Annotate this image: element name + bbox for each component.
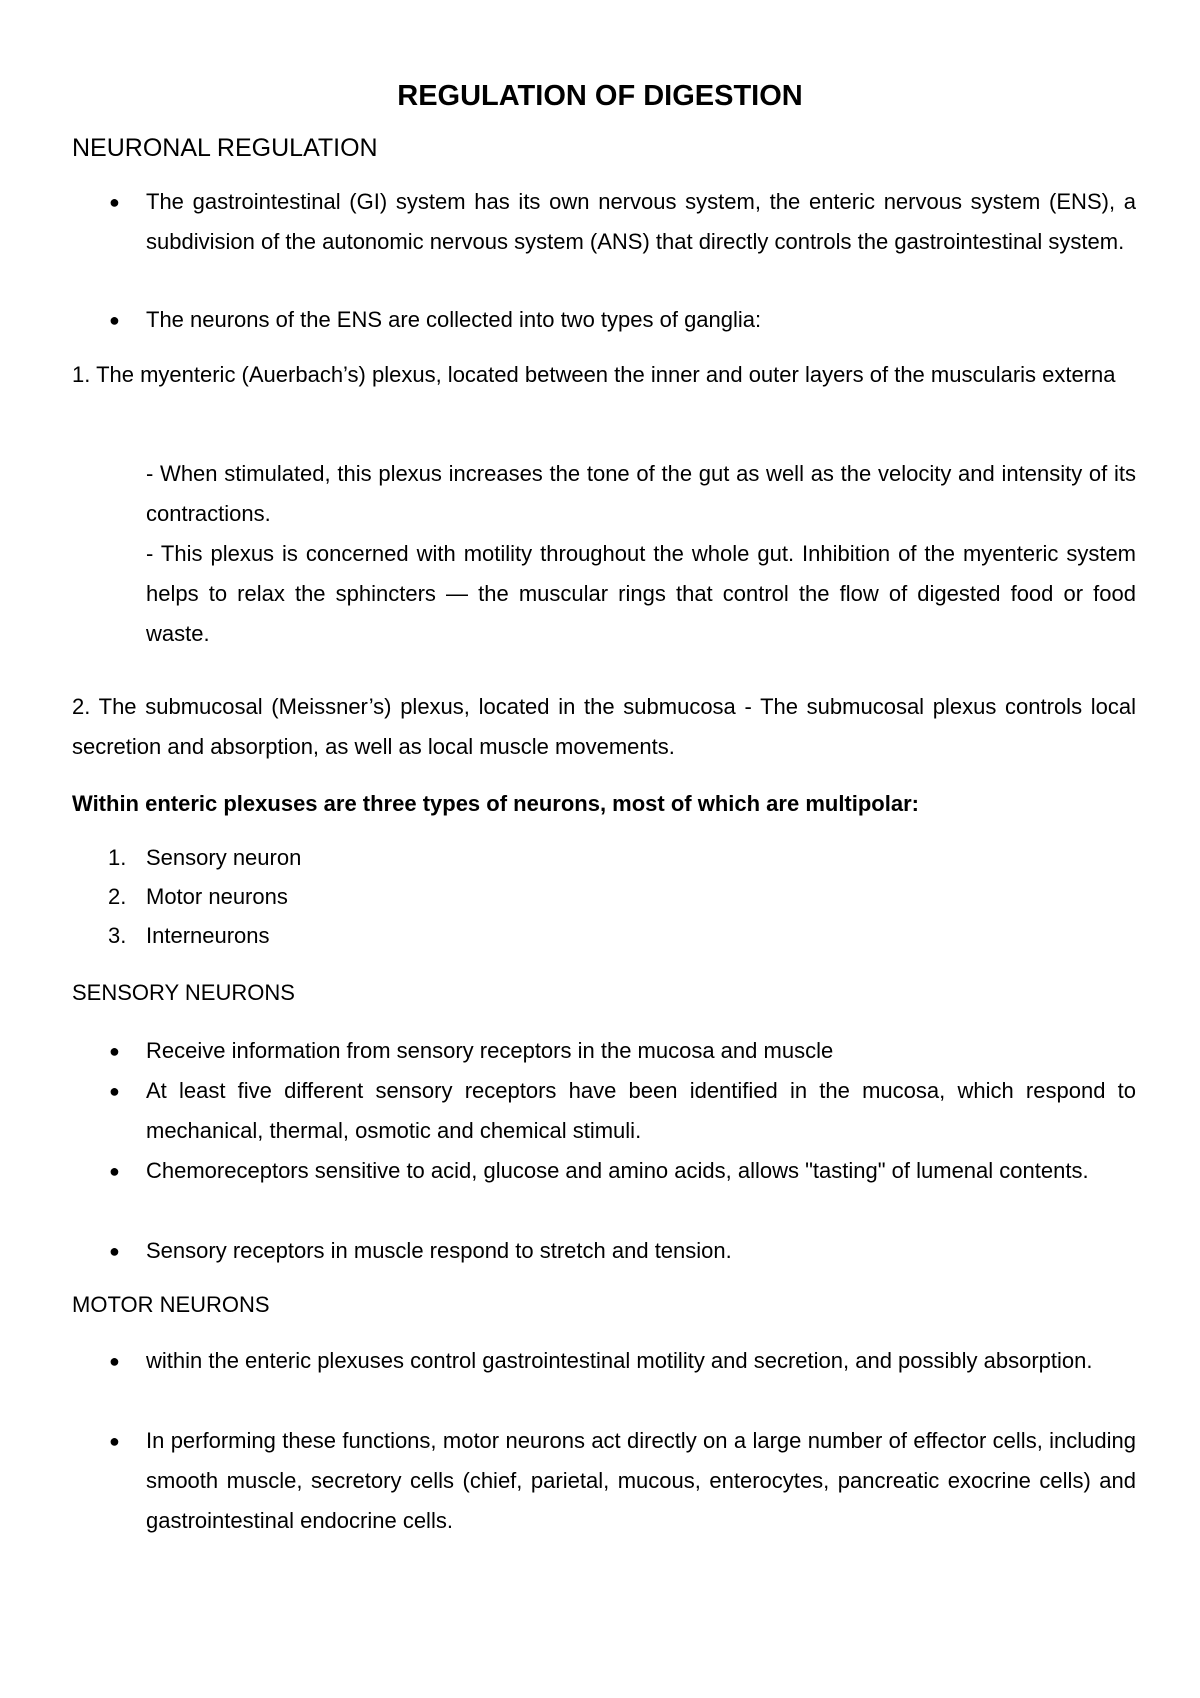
list-item-label: Motor neurons: [146, 884, 288, 909]
bullet-icon: ●: [109, 192, 120, 212]
neuron-types-intro: Within enteric plexuses are three types of neurons, most of which are multipolar:: [72, 791, 919, 816]
list-number: 2.: [108, 884, 127, 909]
list-item-label: Interneurons: [146, 923, 270, 948]
section-heading-neuronal-regulation: NEURONAL REGULATION: [72, 134, 378, 162]
bullet-icon: ●: [109, 1161, 120, 1181]
plexus-myenteric-detail: - This plexus is concerned with motility throughout the whole gut. Inhibition of the myenteric system helps to relax the sphincters — the muscular rings that control the flow of digested food or food waste.: [146, 541, 1136, 646]
bullet-text: The gastrointestinal (GI) system has its own nervous system, the enteric nervous system (ENS), a subdivision of the autonomic nervous system (ANS) that directly controls the gastrointestinal system.: [146, 189, 1136, 254]
bullet-icon: ●: [109, 1431, 120, 1451]
bullet-text: within the enteric plexuses control gastrointestinal motility and secretion, and possibly absorption.: [146, 1348, 1093, 1373]
list-item-label: Sensory neuron: [146, 845, 302, 870]
bullet-text: At least five different sensory receptors have been identified in the mucosa, which respond to mechanical, thermal, osmotic and chemical stimuli.: [146, 1078, 1136, 1143]
bullet-icon: ●: [109, 1351, 120, 1371]
bullet-text: Receive information from sensory receptors in the mucosa and muscle: [146, 1038, 834, 1063]
bullet-icon: ●: [109, 310, 120, 330]
bullet-text: Sensory receptors in muscle respond to stretch and tension.: [146, 1238, 732, 1263]
bullet-text: The neurons of the ENS are collected into two types of ganglia:: [146, 307, 762, 332]
list-number: 1.: [108, 845, 127, 870]
document-title: REGULATION OF DIGESTION: [397, 80, 803, 112]
list-number: 3.: [108, 923, 127, 948]
bullet-text: Chemoreceptors sensitive to acid, glucose and amino acids, allows "tasting" of lumenal contents.: [146, 1158, 1089, 1183]
bullet-text: In performing these functions, motor neurons act directly on a large number of effector cells, including smooth muscle, secretory cells (chief, parietal, mucous, enterocytes, pancreatic exocrine cells) and gastrointestinal endocrine cells.: [146, 1428, 1136, 1533]
bullet-icon: ●: [109, 1041, 120, 1061]
plexus-myenteric-detail: - When stimulated, this plexus increases the tone of the gut as well as the velocity and intensity of its contractions.: [146, 461, 1136, 526]
plexus-myenteric-paragraph: 1. The myenteric (Auerbach’s) plexus, located between the inner and outer layers of the muscularis externa: [72, 362, 1116, 387]
bullet-icon: ●: [109, 1081, 120, 1101]
section-heading-motor-neurons: MOTOR NEURONS: [72, 1292, 270, 1317]
plexus-submucosal-paragraph: 2. The submucosal (Meissner’s) plexus, located in the submucosa - The submucosal plexus controls local secretion and absorption, as well as local muscle movements.: [72, 694, 1136, 759]
section-heading-sensory-neurons: SENSORY NEURONS: [72, 980, 295, 1005]
bullet-icon: ●: [109, 1241, 120, 1261]
